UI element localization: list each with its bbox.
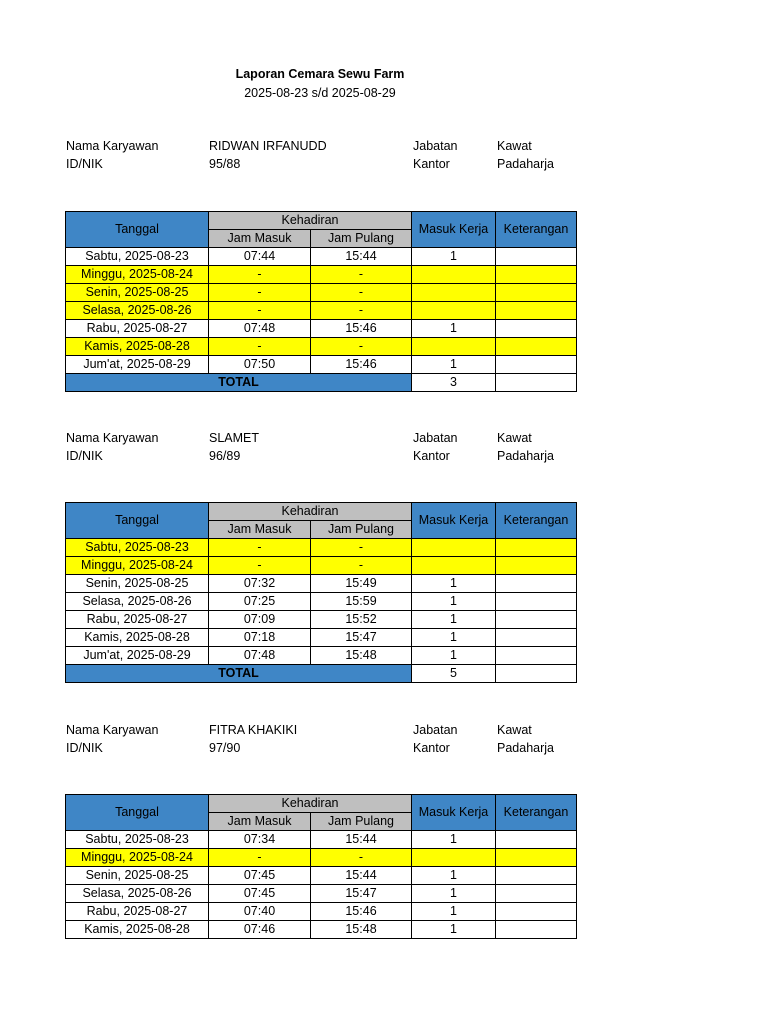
table-row: [66, 356, 577, 374]
label-nama: Nama Karyawan: [66, 139, 159, 153]
table-row: [66, 849, 577, 867]
table-header-row: [66, 795, 577, 813]
employee-name: RIDWAN IRFANUDD: [209, 139, 327, 153]
header-kehadiran: Kehadiran: [209, 212, 412, 230]
cell-jam-masuk: -: [209, 557, 311, 575]
cell-masuk-kerja: 1: [412, 629, 496, 647]
cell-jam-pulang: 15:49: [311, 575, 412, 593]
cell-jam-pulang: 15:47: [311, 885, 412, 903]
employee-info-2: [66, 429, 586, 469]
cell-date: Senin, 2025-08-25: [66, 575, 209, 593]
cell-jam-pulang: -: [311, 539, 412, 557]
table-row: [66, 320, 577, 338]
cell-jam-masuk: 07:50: [209, 356, 311, 374]
total-label: TOTAL: [66, 374, 412, 392]
employee-kantor: Padaharja: [497, 449, 554, 463]
cell-jam-masuk: -: [209, 849, 311, 867]
cell-masuk-kerja: 1: [412, 248, 496, 266]
cell-jam-masuk: 07:48: [209, 320, 311, 338]
table-row: [66, 557, 577, 575]
cell-date: Jum'at, 2025-08-29: [66, 647, 209, 665]
cell-jam-masuk: 07:45: [209, 867, 311, 885]
header-masuk-kerja: Masuk Kerja: [412, 795, 496, 831]
table-row: [66, 284, 577, 302]
cell-masuk-kerja: 1: [412, 903, 496, 921]
cell-masuk-kerja: 1: [412, 885, 496, 903]
cell-date: Rabu, 2025-08-27: [66, 903, 209, 921]
employee-info-3: [66, 721, 586, 761]
cell-date: Kamis, 2025-08-28: [66, 921, 209, 939]
label-kantor: Kantor: [413, 741, 450, 755]
cell-jam-masuk: 07:34: [209, 831, 311, 849]
label-id: ID/NIK: [66, 157, 103, 171]
header-kehadiran: Kehadiran: [209, 503, 412, 521]
total-label: TOTAL: [66, 665, 412, 683]
cell-masuk-kerja: [412, 557, 496, 575]
header-jam-pulang: Jam Pulang: [311, 230, 412, 248]
cell-date: Rabu, 2025-08-27: [66, 320, 209, 338]
cell-jam-pulang: -: [311, 338, 412, 356]
cell-masuk-kerja: [412, 338, 496, 356]
label-jabatan: Jabatan: [413, 723, 458, 737]
cell-jam-masuk: 07:45: [209, 885, 311, 903]
cell-keterangan: [496, 557, 577, 575]
cell-jam-pulang: -: [311, 284, 412, 302]
cell-jam-pulang: 15:46: [311, 320, 412, 338]
table-row: [66, 611, 577, 629]
cell-jam-pulang: 15:47: [311, 629, 412, 647]
cell-jam-masuk: 07:25: [209, 593, 311, 611]
cell-masuk-kerja: [412, 302, 496, 320]
cell-jam-pulang: 15:46: [311, 356, 412, 374]
cell-masuk-kerja: 1: [412, 593, 496, 611]
cell-keterangan: [496, 539, 577, 557]
label-id: ID/NIK: [66, 741, 103, 755]
employee-jabatan: Kawat: [497, 723, 532, 737]
cell-masuk-kerja: [412, 849, 496, 867]
table-row: [66, 593, 577, 611]
cell-jam-masuk: -: [209, 284, 311, 302]
cell-keterangan: [496, 284, 577, 302]
table-row: [66, 903, 577, 921]
cell-date: Kamis, 2025-08-28: [66, 338, 209, 356]
cell-jam-pulang: -: [311, 849, 412, 867]
cell-date: Minggu, 2025-08-24: [66, 849, 209, 867]
cell-date: Selasa, 2025-08-26: [66, 885, 209, 903]
label-nama: Nama Karyawan: [66, 723, 159, 737]
cell-jam-masuk: -: [209, 302, 311, 320]
employee-id: 95/88: [209, 157, 241, 171]
cell-date: Sabtu, 2025-08-23: [66, 831, 209, 849]
cell-date: Selasa, 2025-08-26: [66, 302, 209, 320]
table-row: [66, 921, 577, 939]
table-row: [66, 248, 577, 266]
header-keterangan: Keterangan: [496, 795, 577, 831]
cell-keterangan: [496, 647, 577, 665]
total-row: [66, 665, 577, 683]
cell-date: Kamis, 2025-08-28: [66, 629, 209, 647]
table-row: [66, 302, 577, 320]
cell-masuk-kerja: 1: [412, 611, 496, 629]
cell-keterangan: [496, 266, 577, 284]
employee-name: SLAMET: [209, 431, 260, 445]
cell-keterangan: [496, 338, 577, 356]
cell-keterangan: [496, 867, 577, 885]
header-masuk-kerja: Masuk Kerja: [412, 212, 496, 248]
employee-jabatan: Kawat: [497, 431, 532, 445]
cell-keterangan: [496, 885, 577, 903]
cell-jam-pulang: 15:48: [311, 921, 412, 939]
table-row: [66, 539, 577, 557]
table-row: [66, 575, 577, 593]
cell-jam-pulang: 15:44: [311, 831, 412, 849]
cell-jam-masuk: -: [209, 539, 311, 557]
header-tanggal: Tanggal: [66, 503, 209, 539]
label-jabatan: Jabatan: [413, 139, 458, 153]
employee-id: 96/89: [209, 449, 241, 463]
cell-jam-masuk: 07:09: [209, 611, 311, 629]
header-tanggal: Tanggal: [66, 212, 209, 248]
cell-date: Sabtu, 2025-08-23: [66, 248, 209, 266]
cell-masuk-kerja: 1: [412, 831, 496, 849]
cell-keterangan: [496, 831, 577, 849]
header-tanggal: Tanggal: [66, 795, 209, 831]
label-jabatan: Jabatan: [413, 431, 458, 445]
cell-keterangan: [496, 611, 577, 629]
cell-keterangan: [496, 575, 577, 593]
cell-date: Minggu, 2025-08-24: [66, 557, 209, 575]
total-note: [496, 374, 577, 392]
cell-masuk-kerja: [412, 539, 496, 557]
cell-masuk-kerja: 1: [412, 921, 496, 939]
cell-date: Jum'at, 2025-08-29: [66, 356, 209, 374]
cell-masuk-kerja: [412, 266, 496, 284]
total-value: 5: [412, 665, 496, 683]
total-value: 3: [412, 374, 496, 392]
cell-jam-masuk: 07:44: [209, 248, 311, 266]
cell-date: Sabtu, 2025-08-23: [66, 539, 209, 557]
total-row: [66, 374, 577, 392]
cell-masuk-kerja: 1: [412, 647, 496, 665]
table-row: [66, 266, 577, 284]
employee-jabatan: Kawat: [497, 139, 532, 153]
cell-keterangan: [496, 629, 577, 647]
cell-jam-pulang: 15:59: [311, 593, 412, 611]
cell-masuk-kerja: 1: [412, 575, 496, 593]
label-kantor: Kantor: [413, 157, 450, 171]
table-row: [66, 867, 577, 885]
employee-id: 97/90: [209, 741, 241, 755]
table-row: [66, 629, 577, 647]
cell-date: Selasa, 2025-08-26: [66, 593, 209, 611]
cell-keterangan: [496, 593, 577, 611]
cell-jam-masuk: 07:32: [209, 575, 311, 593]
cell-keterangan: [496, 921, 577, 939]
header-kehadiran: Kehadiran: [209, 795, 412, 813]
cell-date: Senin, 2025-08-25: [66, 867, 209, 885]
cell-masuk-kerja: 1: [412, 320, 496, 338]
cell-masuk-kerja: [412, 284, 496, 302]
table-header-row: [66, 212, 577, 230]
cell-jam-pulang: -: [311, 557, 412, 575]
cell-masuk-kerja: 1: [412, 867, 496, 885]
label-kantor: Kantor: [413, 449, 450, 463]
cell-jam-pulang: 15:46: [311, 903, 412, 921]
employee-kantor: Padaharja: [497, 157, 554, 171]
cell-jam-pulang: 15:44: [311, 248, 412, 266]
cell-keterangan: [496, 302, 577, 320]
header-jam-pulang: Jam Pulang: [311, 521, 412, 539]
total-note: [496, 665, 577, 683]
cell-keterangan: [496, 356, 577, 374]
cell-jam-masuk: 07:40: [209, 903, 311, 921]
cell-masuk-kerja: 1: [412, 356, 496, 374]
header-keterangan: Keterangan: [496, 503, 577, 539]
cell-keterangan: [496, 849, 577, 867]
table-row: [66, 647, 577, 665]
cell-jam-masuk: 07:46: [209, 921, 311, 939]
label-id: ID/NIK: [66, 449, 103, 463]
header-masuk-kerja: Masuk Kerja: [412, 503, 496, 539]
header-jam-masuk: Jam Masuk: [209, 813, 311, 831]
cell-keterangan: [496, 903, 577, 921]
employee-kantor: Padaharja: [497, 741, 554, 755]
cell-jam-pulang: 15:52: [311, 611, 412, 629]
cell-jam-masuk: -: [209, 266, 311, 284]
attendance-table-2: [65, 502, 577, 683]
header-jam-masuk: Jam Masuk: [209, 230, 311, 248]
header-jam-pulang: Jam Pulang: [311, 813, 412, 831]
cell-jam-pulang: 15:44: [311, 867, 412, 885]
table-row: [66, 338, 577, 356]
employee-info-1: [66, 137, 586, 177]
cell-date: Rabu, 2025-08-27: [66, 611, 209, 629]
cell-jam-pulang: 15:48: [311, 647, 412, 665]
cell-keterangan: [496, 320, 577, 338]
cell-jam-pulang: -: [311, 302, 412, 320]
cell-jam-masuk: -: [209, 338, 311, 356]
report-period: 2025-08-23 s/d 2025-08-29: [244, 86, 396, 100]
cell-jam-pulang: -: [311, 266, 412, 284]
cell-keterangan: [496, 248, 577, 266]
header-keterangan: Keterangan: [496, 212, 577, 248]
table-row: [66, 831, 577, 849]
report-title: Laporan Cemara Sewu Farm: [235, 67, 405, 81]
employee-name: FITRA KHAKIKI: [209, 723, 298, 737]
attendance-table-3: [65, 794, 577, 939]
label-nama: Nama Karyawan: [66, 431, 159, 445]
cell-jam-masuk: 07:18: [209, 629, 311, 647]
header-jam-masuk: Jam Masuk: [209, 521, 311, 539]
cell-date: Senin, 2025-08-25: [66, 284, 209, 302]
cell-date: Minggu, 2025-08-24: [66, 266, 209, 284]
cell-jam-masuk: 07:48: [209, 647, 311, 665]
attendance-table-1: [65, 211, 577, 392]
table-header-row: [66, 503, 577, 521]
table-row: [66, 885, 577, 903]
